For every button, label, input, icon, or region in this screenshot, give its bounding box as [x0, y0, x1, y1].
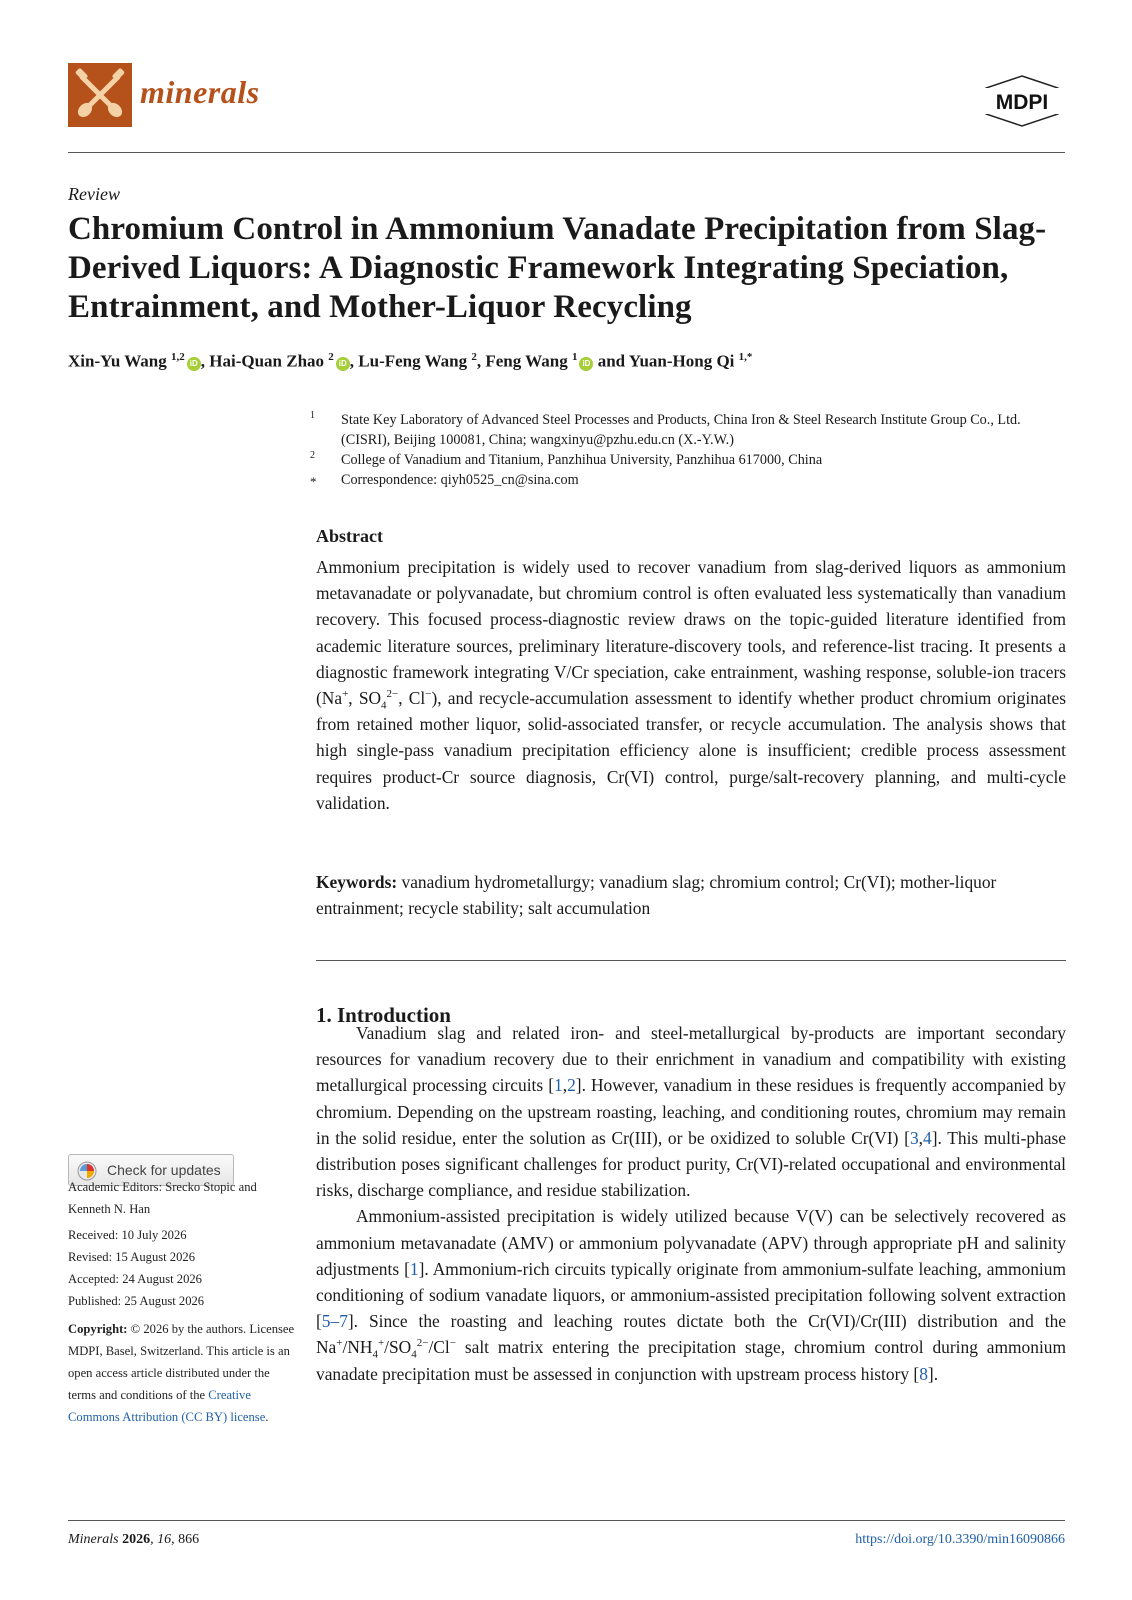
header-divider [68, 152, 1065, 153]
affiliation-number: 1 [310, 410, 315, 421]
copyright-label: Copyright: [68, 1322, 128, 1336]
footer-divider [68, 1520, 1065, 1521]
affiliation-number: 2 [310, 450, 315, 461]
author-list: Xin-Yu Wang $^{1,2}$iD , Hai-Quan Zhao $^2$iD , Lu-Feng Wang $^2$, Feng Wang $^1$iD and Yuan-Hong Qi $^{1,*}$ [68, 351, 753, 371]
author-affiliation: 2 [328, 351, 334, 363]
footer-article-number: 866 [178, 1532, 200, 1547]
copyright-notice: Copyright: © 2026 by the authors. Licensee MDPI, Basel, Switzerland. This article is an open access article distributed under the terms and conditions of the Creative Commons Attribution (CC BY) license. [68, 1322, 295, 1424]
author-affiliation: 1 [571, 351, 578, 363]
published-date: Published: 25 August 2026 [68, 1294, 205, 1308]
section-heading: 1. Introduction [316, 1003, 451, 1027]
citation-line: Minerals 2026, 16, 866 [68, 1532, 200, 1547]
orcid-icon[interactable]: iD [187, 357, 201, 371]
author-name[interactable]: Xin-Yu Wang [68, 351, 167, 371]
affiliation-number: * [310, 474, 317, 489]
author-affiliation: 2 [471, 351, 477, 363]
author-name[interactable]: Feng Wang [485, 351, 568, 371]
mdpi-logo [980, 74, 1064, 128]
author-affiliation: 1,* [738, 351, 753, 363]
footer-journal: Minerals [68, 1532, 119, 1547]
author-name[interactable]: Yuan-Hong Qi [628, 351, 735, 371]
paragraph: Vanadium slag and related iron- and steel-metallurgical by-products are important secondary resources for vanadium recovery due to their enrichment in vanadium and compatibility with existing metallurgical processing circuits [1,2]. However, vanadium in these residues is frequently accompanied by chromium. Depending on the upstream roasting, leaching, and conditioning routes, chromium may remain in the solid residue, enter the solution as Cr(III), or be oxidized to soluble Cr(VI) [3,4]. This multi-phase distribution poses significant challenges for product purity, Cr(VI)-related occupational and environmental risks, discharge compliance, and residue stabilization. [316, 1023, 1067, 1201]
affiliation-text: College of Vanadium and Titanium, Panzhihua University, Panzhihua 617000, China [341, 452, 823, 468]
correspondence-email[interactable]: Correspondence: qiyh0525_cn@sina.com [341, 472, 579, 488]
copyright-text: © 2026 by the authors. Licensee MDPI, Basel, Switzerland. This article is an open access article distributed under the terms and conditions of the [68, 1322, 295, 1402]
citation-link[interactable]: 1 [409, 1258, 419, 1279]
keywords-list: vanadium hydrometallurgy; vanadium slag; chromium control; Cr(VI); mother-liquor entrainment; recycle stability; salt accumulation [316, 872, 997, 918]
affiliation-item [310, 450, 1065, 470]
revised-date: Revised: 15 August 2026 [68, 1250, 195, 1264]
abstract-heading: Abstract [316, 526, 383, 546]
keywords-label: Keywords: [316, 872, 398, 892]
keywords [316, 869, 1066, 921]
paragraph: Ammonium-assisted precipitation is widely utilized because V(V) can be selectively recovered as ammonium metavanadate (AMV) or ammonium polyvanadate (APV) through appropriate pH and salinity adjustments [1]. Ammonium-rich circuits typically originate from ammonium-sulfate leaching, ammonium conditioning of sodium vanadate liquors, or ammonium-assisted precipitation following solvent extraction [5–7]. Since the roasting and leaching routes dictate both the Cr(VI)/Cr(III) distribution and the $Na^+/NH_4^+/SO_4^{2-}/Cl^-$ salt matrix entering the precipitation stage, chromium control during ammonium vanadate precipitation must be assessed in conjunction with upstream process history [8]. [316, 1206, 1066, 1384]
mdpi-logo-text: MDPI [995, 91, 1049, 114]
abstract-text: Ammonium precipitation is widely used to recover vanadium from slag-derived liquors as ammonium metavanadate or polyvanadate, but chromium control is often evaluated less systematically than vanadium recovery. This focused process-diagnostic review draws on the topic-guided literature identified from academic literature sources, preliminary literature-discovery tools, and reference-list tracing. It presents a diagnostic framework integrating V/Cr speciation, cake entrainment, washing response, soluble-ion tracers (Na+, $SO_4^{2-}$, Cl−), and recycle-accumulation assessment to identify whether product chromium originates from retained mother liquor, solid-associated transfer, or recycle accumulation. The analysis shows that high single-pass vanadium precipitation efficiency alone is insufficient; credible process assessment requires product-Cr source diagnosis, Cr(VI) control, purge/salt-recovery planning, and multi-cycle validation. [316, 557, 1066, 813]
citation-link[interactable]: 3 [909, 1127, 919, 1148]
accepted-date: Accepted: 24 August 2026 [68, 1272, 202, 1286]
doi-link[interactable]: https://doi.org/10.3390/min16090866 [855, 1532, 1065, 1547]
body-paragraphs [316, 1020, 1066, 1387]
citation-link[interactable]: 2 [567, 1075, 576, 1096]
check-for-updates-label: Check for updates [107, 1162, 221, 1178]
abstract-divider [316, 960, 1066, 961]
citation-link[interactable]: 4 [923, 1127, 932, 1148]
footer-year: 2026 [122, 1532, 151, 1547]
license-link[interactable]: Creative Commons Attribution (CC BY) license [68, 1388, 266, 1424]
affiliation-item [310, 470, 1065, 490]
author-affiliation: 1,2 [171, 351, 185, 363]
academic-editors: Academic Editors: Srecko Stopic and Kenneth N. Han [68, 1180, 257, 1216]
article-title: Chromium Control in Ammonium Vanadate Precipitation from Slag-Derived Liquors: A Diagnostic Framework Integrating Speciation, Entrainment, and Mother-Liquor Recycling [68, 211, 1047, 325]
affiliation-item [310, 410, 1065, 450]
journal-logo [68, 63, 132, 127]
citation-link[interactable]: 8 [919, 1363, 928, 1384]
affiliation-text: State Key Laboratory of Advanced Steel Processes and Products, China Iron & Steel Research Institute Group Co., Ltd. (CISRI), Beijing 100081, China; wangxinyu@pzhu.edu.cn (X.-Y.W.) [341, 412, 1021, 448]
orcid-icon[interactable]: iD [579, 357, 593, 371]
article-type: Review [68, 184, 120, 204]
citation-link[interactable]: 1 [554, 1075, 563, 1096]
footer-volume: 16 [157, 1532, 172, 1547]
journal-name: minerals [140, 74, 260, 110]
citation-link[interactable]: 5–7 [321, 1311, 348, 1332]
author-name[interactable]: Lu-Feng Wang [358, 351, 468, 371]
orcid-icon[interactable]: iD [336, 357, 350, 371]
received-date: Received: 10 July 2026 [68, 1228, 187, 1242]
author-name[interactable]: Hai-Quan Zhao [209, 351, 325, 371]
